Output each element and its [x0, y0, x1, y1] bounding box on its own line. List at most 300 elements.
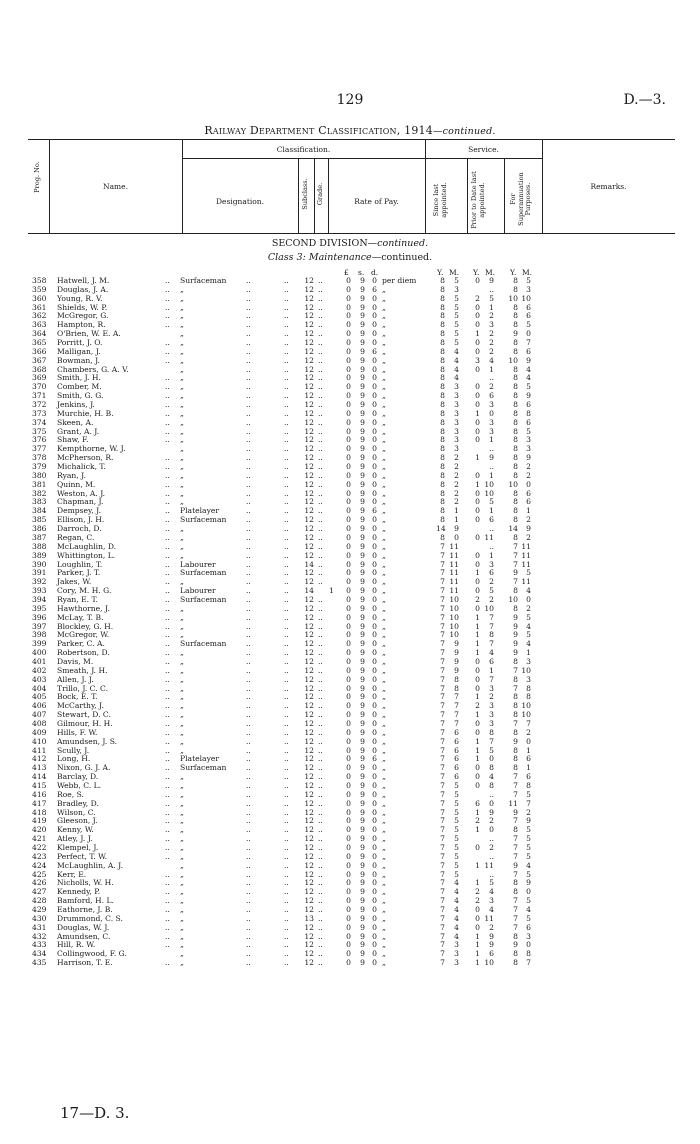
- cell-since-last-months: 3: [454, 958, 459, 968]
- cell-prior-months: 5: [489, 878, 494, 888]
- cell-dots: ..: [284, 922, 289, 932]
- cell-prior-years: 1: [475, 710, 480, 720]
- cell-prior-years: 1: [475, 807, 480, 817]
- cell-name: Weston, A. J.: [57, 488, 106, 498]
- cell-since-last-years: 8: [440, 320, 445, 330]
- cell-rate-shillings: 9: [360, 444, 365, 454]
- cell-designation: Surfaceman: [180, 515, 227, 525]
- cell-prog-no: 406: [32, 701, 47, 711]
- cell-prior-years: 0: [475, 683, 480, 693]
- cell-subclass: 12: [304, 887, 314, 897]
- cell-designation: Surfaceman: [180, 276, 227, 285]
- cell-rate-pence: 0: [372, 382, 377, 392]
- cell-dots: ..: [165, 683, 170, 693]
- cell-super-months: 5: [526, 825, 531, 835]
- cell-subclass: 12: [304, 727, 314, 737]
- cell-since-last-months: 3: [454, 426, 459, 436]
- cell-dots: ..: [284, 550, 289, 560]
- cell-prior-months: ..: [489, 524, 494, 534]
- cell-designation: „: [180, 302, 184, 312]
- cell-prior-years: 0: [475, 674, 480, 684]
- cell-since-last-years: 8: [440, 311, 445, 321]
- cell-dots: ..: [165, 710, 170, 720]
- cell-dots: ..: [284, 532, 289, 542]
- cell-prior-years: 1: [475, 648, 480, 658]
- cell-prog-no: 368: [32, 364, 47, 374]
- cell-designation: „: [180, 851, 184, 861]
- unit-pence: d.: [371, 268, 379, 277]
- cell-rate-pounds: 0: [346, 568, 351, 578]
- cell-prior-months: 2: [489, 692, 494, 702]
- cell-name: Amundsen, C.: [57, 931, 111, 941]
- cell-prior-months: 3: [489, 718, 494, 728]
- header-rate: Rate of Pay.: [354, 197, 399, 206]
- cell-dots: ..: [284, 931, 289, 941]
- cell-super-years: 8: [513, 373, 518, 383]
- cell-since-last-months: 3: [454, 391, 459, 401]
- cell-since-last-years: 7: [440, 586, 445, 596]
- cell-prior-years: 6: [475, 798, 480, 808]
- cell-subclass: 12: [304, 834, 314, 844]
- cell-prog-no: 416: [32, 789, 47, 799]
- cell-rate-period: „: [382, 701, 386, 711]
- cell-rate-period: „: [382, 913, 386, 923]
- cell-prior-months: 0: [489, 825, 494, 835]
- cell-prior-years: 0: [475, 577, 480, 587]
- unit-shilling: s.: [358, 268, 365, 277]
- cell-prior-years: 2: [475, 701, 480, 711]
- cell-designation: „: [180, 683, 184, 693]
- cell-prior-months: 2: [489, 577, 494, 587]
- cell-name: Nicholls, W. H.: [57, 878, 114, 888]
- cell-rate-shillings: 9: [360, 408, 365, 418]
- cell-designation: „: [180, 878, 184, 888]
- cell-since-last-years: 8: [440, 302, 445, 312]
- cell-since-last-years: 7: [440, 541, 445, 551]
- cell-rate-pounds: 0: [346, 639, 351, 649]
- cell-super-years: 8: [513, 586, 518, 596]
- cell-dots: ..: [246, 488, 251, 498]
- cell-prog-no: 419: [32, 816, 47, 826]
- cell-rate-pence: 0: [372, 931, 377, 941]
- cell-rate-shillings: 9: [360, 524, 365, 534]
- unit-years: Y.: [437, 268, 444, 277]
- cell-since-last-months: 5: [454, 302, 459, 312]
- cell-since-last-months: 4: [454, 913, 459, 923]
- cell-rate-pence: 0: [372, 913, 377, 923]
- cell-name: Klempel, J.: [57, 843, 99, 852]
- table-title: [0, 124, 700, 137]
- cell-prog-no: 414: [32, 772, 47, 782]
- cell-dots: ..: [318, 718, 323, 728]
- cell-since-last-months: 5: [454, 851, 459, 861]
- cell-prog-no: 402: [32, 665, 47, 675]
- cell-dots: ..: [284, 577, 289, 587]
- cell-rate-shillings: 9: [360, 834, 365, 844]
- cell-rate-pence: 0: [372, 373, 377, 383]
- cell-rate-pounds: 0: [346, 524, 351, 534]
- cell-prog-no: 394: [32, 594, 47, 604]
- cell-prior-months: 3: [489, 701, 494, 711]
- cell-prog-no: 412: [32, 754, 47, 764]
- cell-super-months: 9: [526, 391, 531, 401]
- cell-rate-pounds: 0: [346, 612, 351, 622]
- cell-super-years: 8: [513, 462, 518, 472]
- cell-prior-months: ..: [489, 462, 494, 472]
- cell-subclass: 12: [304, 621, 314, 631]
- cell-rate-period: „: [382, 940, 386, 950]
- cell-rate-pence: 0: [372, 470, 377, 480]
- cell-super-months: 6: [526, 302, 531, 312]
- cell-super-months: 5: [526, 896, 531, 906]
- cell-subclass: 12: [304, 506, 314, 516]
- cell-dots: ..: [284, 568, 289, 578]
- cell-subclass: 12: [304, 869, 314, 879]
- cell-since-last-years: 7: [440, 612, 445, 622]
- cell-rate-pence: 0: [372, 391, 377, 401]
- cell-prior-years: 0: [475, 665, 480, 675]
- cell-rate-shillings: 9: [360, 949, 365, 959]
- cell-rate-period: „: [382, 417, 386, 427]
- cell-designation: „: [180, 834, 184, 844]
- cell-since-last-months: 5: [454, 798, 459, 808]
- cell-super-months: 5: [526, 630, 531, 640]
- cell-rate-period: „: [382, 843, 386, 852]
- cell-since-last-months: 5: [454, 807, 459, 817]
- cell-dots: ..: [318, 435, 323, 445]
- cell-rate-pence: 0: [372, 612, 377, 622]
- cell-dots: ..: [284, 736, 289, 746]
- cell-dots: ..: [284, 417, 289, 427]
- cell-name: Kempthorne, W. J.: [57, 444, 126, 454]
- cell-dots: ..: [318, 382, 323, 392]
- cell-dots: ..: [318, 727, 323, 737]
- cell-prior-years: 0: [475, 905, 480, 915]
- cell-dots: ..: [165, 816, 170, 826]
- cell-rate-pence: 0: [372, 639, 377, 649]
- cell-dots: ..: [318, 426, 323, 436]
- cell-dots: ..: [165, 320, 170, 330]
- cell-prior-years: 0: [475, 559, 480, 569]
- cell-designation: „: [180, 843, 184, 852]
- cell-super-months: 4: [526, 373, 531, 383]
- cell-prog-no: 422: [32, 843, 47, 852]
- cell-since-last-years: 7: [440, 550, 445, 560]
- cell-rate-shillings: 9: [360, 373, 365, 383]
- cell-rate-period: „: [382, 630, 386, 640]
- cell-dots: ..: [284, 479, 289, 489]
- cell-rate-period: „: [382, 860, 386, 870]
- cell-since-last-months: 6: [454, 736, 459, 746]
- cell-prog-no: 426: [32, 878, 47, 888]
- cell-name: Michalick, T.: [57, 462, 106, 472]
- cell-since-last-years: 7: [440, 780, 445, 790]
- cell-super-months: 2: [526, 807, 531, 817]
- cell-dots: ..: [284, 320, 289, 330]
- cell-since-last-years: 7: [440, 736, 445, 746]
- cell-name: Parker, J. T.: [57, 568, 101, 578]
- cell-super-years: 8: [513, 470, 518, 480]
- cell-dots: ..: [165, 621, 170, 631]
- cell-name: Loughlin, T.: [57, 559, 103, 569]
- cell-super-months: 4: [526, 639, 531, 649]
- cell-prior-months: 5: [489, 497, 494, 507]
- cell-name: Grant, A. J.: [57, 426, 100, 436]
- cell-dots: ..: [165, 586, 170, 596]
- cell-rate-shillings: 9: [360, 896, 365, 906]
- cell-dots: ..: [318, 665, 323, 675]
- cell-name: McLaughlin, A. J.: [57, 860, 123, 870]
- cell-dots: ..: [165, 470, 170, 480]
- cell-dots: ..: [165, 807, 170, 817]
- cell-prog-no: 384: [32, 506, 47, 516]
- cell-dots: ..: [318, 639, 323, 649]
- cell-prog-no: 430: [32, 913, 47, 923]
- cell-rate-period: „: [382, 329, 386, 339]
- cell-dots: ..: [246, 772, 251, 782]
- cell-rate-shillings: 9: [360, 860, 365, 870]
- cell-since-last-months: 5: [454, 320, 459, 330]
- cell-dots: ..: [284, 382, 289, 392]
- cell-subclass: 12: [304, 408, 314, 418]
- cell-since-last-months: 4: [454, 931, 459, 941]
- cell-super-months: 2: [526, 603, 531, 613]
- cell-dots: ..: [165, 338, 170, 348]
- cell-rate-pounds: 0: [346, 373, 351, 383]
- cell-prog-no: 382: [32, 488, 47, 498]
- cell-subclass: 12: [304, 311, 314, 321]
- cell-since-last-years: 8: [440, 276, 445, 285]
- cell-dots: ..: [165, 506, 170, 516]
- cell-prior-months: 7: [489, 621, 494, 631]
- cell-dots: ..: [246, 913, 251, 923]
- cell-rate-pounds: 0: [346, 851, 351, 861]
- cell-super-months: 4: [526, 860, 531, 870]
- cell-dots: ..: [318, 816, 323, 826]
- cell-rate-pounds: 0: [346, 479, 351, 489]
- cell-rate-pence: 0: [372, 497, 377, 507]
- cell-since-last-months: 3: [454, 382, 459, 392]
- cell-dots: ..: [318, 656, 323, 666]
- cell-rate-pounds: 0: [346, 860, 351, 870]
- cell-name: Roe, S.: [57, 789, 84, 799]
- cell-since-last-months: 4: [454, 922, 459, 932]
- cell-designation: „: [180, 816, 184, 826]
- cell-super-months: 0: [526, 479, 531, 489]
- cell-name: Kenny, W.: [57, 825, 94, 835]
- cell-super-years: 8: [513, 320, 518, 330]
- cell-rate-period: „: [382, 462, 386, 472]
- cell-prog-no: 435: [32, 958, 47, 968]
- cell-super-years: 8: [513, 391, 518, 401]
- cell-prior-months: 1: [489, 470, 494, 480]
- cell-since-last-months: 5: [454, 276, 459, 285]
- cell-super-years: 9: [513, 621, 518, 631]
- cell-super-years: 7: [513, 851, 518, 861]
- cell-subclass: 12: [304, 896, 314, 906]
- cell-since-last-months: 4: [454, 878, 459, 888]
- cell-dots: ..: [318, 860, 323, 870]
- cell-super-months: 5: [526, 851, 531, 861]
- cell-prior-years: 0: [475, 400, 480, 410]
- cell-prior-years: 1: [475, 612, 480, 622]
- cell-since-last-months: 4: [454, 364, 459, 374]
- cell-since-last-years: 7: [440, 594, 445, 604]
- cell-rate-period: „: [382, 639, 386, 649]
- cell-designation: „: [180, 364, 184, 374]
- cell-since-last-years: 7: [440, 887, 445, 897]
- cell-designation: „: [180, 320, 184, 330]
- cell-rate-period: „: [382, 683, 386, 693]
- cell-prog-no: 376: [32, 435, 47, 445]
- cell-dots: ..: [165, 550, 170, 560]
- cell-super-months: 4: [526, 586, 531, 596]
- cell-dots: ..: [165, 515, 170, 525]
- cell-prior-months: 2: [489, 346, 494, 356]
- cell-rate-period: „: [382, 559, 386, 569]
- cell-rate-pence: 0: [372, 488, 377, 498]
- cell-subclass: 12: [304, 860, 314, 870]
- cell-name: Kennedy, P.: [57, 887, 101, 897]
- cell-rate-shillings: 9: [360, 497, 365, 507]
- cell-designation: „: [180, 896, 184, 906]
- cell-super-years: 8: [513, 727, 518, 737]
- table-row: [0, 959, 700, 968]
- cell-dots: ..: [165, 435, 170, 445]
- cell-rate-shillings: 9: [360, 559, 365, 569]
- cell-designation: „: [180, 701, 184, 711]
- cell-name: Webb, C. L.: [57, 780, 102, 790]
- cell-rate-pounds: 0: [346, 665, 351, 675]
- cell-name: Eathorne, J. B.: [57, 905, 113, 915]
- cell-dots: ..: [318, 905, 323, 915]
- cell-name: Scully, J.: [57, 745, 90, 755]
- cell-prior-years: 1: [475, 692, 480, 702]
- cell-dots: ..: [318, 896, 323, 906]
- cell-since-last-years: 8: [440, 532, 445, 542]
- cell-since-last-months: 11: [449, 541, 459, 551]
- unit-pound: £: [344, 268, 349, 277]
- cell-prog-no: 393: [32, 586, 47, 596]
- cell-super-months: 7: [526, 338, 531, 348]
- cell-designation: „: [180, 329, 184, 339]
- cell-prior-years: 0: [475, 515, 480, 525]
- cell-designation: „: [180, 905, 184, 915]
- cell-super-months: 10: [521, 665, 531, 675]
- cell-dots: ..: [165, 532, 170, 542]
- cell-name: Ryan, E. T.: [57, 594, 98, 604]
- cell-designation: „: [180, 453, 184, 463]
- cell-rate-shillings: 9: [360, 612, 365, 622]
- cell-prior-years: 0: [475, 497, 480, 507]
- cell-name: Stewart, D. C.: [57, 710, 111, 720]
- cell-dots: ..: [246, 444, 251, 454]
- cell-since-last-months: 1: [454, 506, 459, 516]
- cell-dots: ..: [284, 524, 289, 534]
- cell-super-years: 7: [513, 843, 518, 852]
- cell-subclass: 12: [304, 701, 314, 711]
- cell-dots: ..: [246, 692, 251, 702]
- cell-prog-no: 429: [32, 905, 47, 915]
- cell-rate-pounds: 0: [346, 355, 351, 365]
- cell-dots: ..: [246, 311, 251, 321]
- cell-rate-pence: 0: [372, 745, 377, 755]
- cell-super-months: 8: [526, 949, 531, 959]
- cell-rate-shillings: 9: [360, 922, 365, 932]
- cell-rate-pounds: 0: [346, 718, 351, 728]
- cell-rate-pounds: 0: [346, 426, 351, 436]
- cell-rate-period: „: [382, 515, 386, 525]
- cell-rate-period: „: [382, 426, 386, 436]
- cell-rate-period: „: [382, 586, 386, 596]
- cell-prior-years: 0: [475, 302, 480, 312]
- cell-rate-period: „: [382, 382, 386, 392]
- cell-subclass: 12: [304, 479, 314, 489]
- cell-prog-no: 432: [32, 931, 47, 941]
- cell-rate-shillings: 9: [360, 736, 365, 746]
- cell-rate-shillings: 9: [360, 400, 365, 410]
- cell-super-years: 8: [513, 382, 518, 392]
- cell-dots: ..: [284, 586, 289, 596]
- division-heading: [0, 238, 700, 249]
- cell-prior-months: 2: [489, 382, 494, 392]
- cell-since-last-years: 7: [440, 869, 445, 879]
- cell-subclass: 12: [304, 692, 314, 702]
- cell-since-last-months: 11: [449, 568, 459, 578]
- cell-rate-period: „: [382, 798, 386, 808]
- cell-super-years: 7: [513, 834, 518, 844]
- cell-since-last-months: 0: [454, 532, 459, 542]
- cell-super-months: 6: [526, 497, 531, 507]
- cell-name: Long, H.: [57, 754, 91, 764]
- cell-rate-pounds: 0: [346, 798, 351, 808]
- cell-prog-no: 377: [32, 444, 47, 454]
- cell-designation: „: [180, 745, 184, 755]
- cell-super-months: 5: [526, 834, 531, 844]
- cell-prog-no: 362: [32, 311, 47, 321]
- cell-rate-pence: 0: [372, 710, 377, 720]
- cell-rate-period: „: [382, 710, 386, 720]
- cell-super-months: 5: [526, 913, 531, 923]
- cell-name: Bock, E. T.: [57, 692, 98, 702]
- cell-rate-period: „: [382, 603, 386, 613]
- cell-designation: „: [180, 391, 184, 401]
- cell-since-last-years: 8: [440, 453, 445, 463]
- cell-name: Blockley, G. H.: [57, 621, 114, 631]
- cell-super-months: 2: [526, 470, 531, 480]
- cell-dots: ..: [318, 701, 323, 711]
- cell-dots: ..: [284, 506, 289, 516]
- cell-dots: ..: [318, 913, 323, 923]
- cell-rate-shillings: 9: [360, 692, 365, 702]
- cell-prior-years: 1: [475, 825, 480, 835]
- cell-name: Malligan, J.: [57, 346, 101, 356]
- cell-since-last-years: 7: [440, 683, 445, 693]
- cell-super-months: 9: [526, 878, 531, 888]
- cell-super-years: 8: [513, 878, 518, 888]
- cell-dots: ..: [318, 355, 323, 365]
- cell-prior-months: 10: [484, 479, 494, 489]
- cell-super-months: 5: [526, 789, 531, 799]
- cell-rate-pence: 0: [372, 887, 377, 897]
- cell-subclass: 12: [304, 329, 314, 339]
- cell-rate-pence: 0: [372, 320, 377, 330]
- cell-dots: ..: [165, 772, 170, 782]
- cell-dots: ..: [284, 373, 289, 383]
- cell-dots: ..: [165, 665, 170, 675]
- cell-name: Wilson, C.: [57, 807, 96, 817]
- cell-dots: ..: [165, 905, 170, 915]
